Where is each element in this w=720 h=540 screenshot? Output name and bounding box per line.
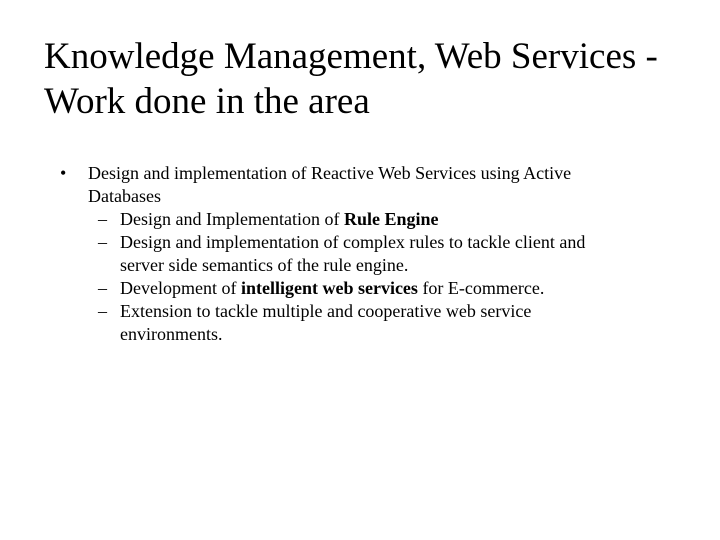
sub-bullet-extension	[60, 300, 700, 346]
title-line-2: Work done in the area	[44, 81, 370, 122]
sub-bullet-text: Development of	[120, 278, 241, 298]
dash-icon: –	[98, 278, 107, 298]
slide-body	[60, 162, 700, 346]
main-bullet-line-2: Databases	[88, 186, 161, 206]
slide-title	[44, 34, 716, 124]
sub-bullet-bold: Rule Engine	[343, 209, 439, 229]
sub-bullet-line-1: Extension to tackle multiple and cooperative web service	[120, 301, 532, 321]
dash-icon: –	[98, 232, 107, 252]
dash-icon: –	[98, 209, 107, 229]
sub-bullet-bold: intelligent web services	[240, 278, 418, 298]
main-bullet	[60, 162, 700, 208]
sub-bullet-complex-rules	[60, 231, 700, 277]
main-bullet-line-1: Design and implementation of Reactive Web Services using Active	[88, 163, 572, 183]
sub-bullet-line-1: Design and implementation of complex rules to tackle client and	[120, 232, 586, 252]
dash-icon: –	[98, 301, 107, 321]
sub-bullet-line-2: server side semantics of the rule engine.	[120, 255, 409, 275]
bullet-icon: •	[60, 163, 67, 183]
title-line-1: Knowledge Management, Web Services -	[44, 36, 658, 77]
sub-bullet-intelligent-services	[60, 277, 700, 300]
sub-bullet-line-2: environments.	[120, 324, 223, 344]
sub-bullet-rule-engine	[60, 208, 700, 231]
sub-bullet-text-after: for E-commerce.	[417, 278, 545, 298]
sub-bullet-text: Design and Implementation of	[120, 209, 344, 229]
sub-bullet-list	[60, 208, 700, 346]
